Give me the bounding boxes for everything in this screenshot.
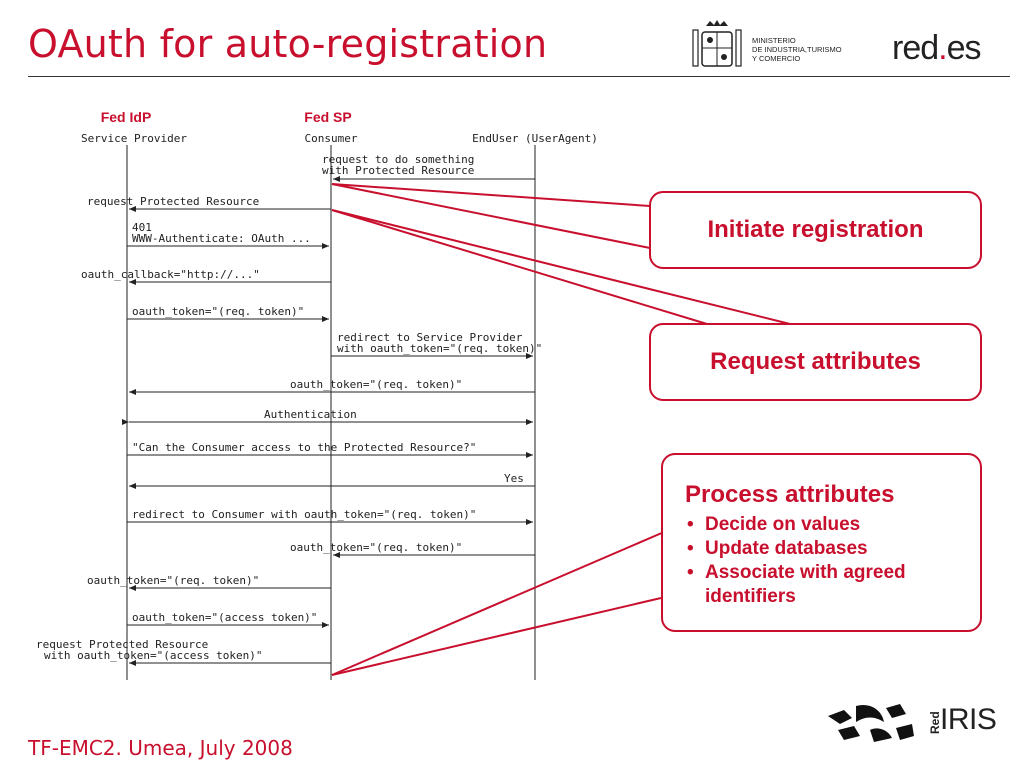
message-yes bbox=[129, 472, 535, 486]
message-label: redirect to Service Provider bbox=[337, 331, 523, 344]
message-label: request Protected Resource bbox=[87, 195, 260, 208]
message-label: Authentication bbox=[264, 408, 357, 421]
message-redirect-to-consumer bbox=[127, 508, 533, 522]
lane-header-consumer: Consumer bbox=[304, 132, 358, 145]
message-label: oauth_token="(access token)" bbox=[132, 611, 318, 624]
message-req-token-3 bbox=[290, 541, 535, 555]
redes-logo-prefix: red bbox=[892, 29, 939, 67]
rediris-emblem-icon bbox=[826, 700, 916, 746]
ministry-line-3: Y COMERCIO bbox=[752, 54, 801, 63]
message-label: request Protected Resource bbox=[36, 638, 209, 651]
connector-initiate-bottom bbox=[332, 184, 650, 248]
callout-process-item: • Update databases bbox=[685, 537, 966, 561]
message-req-token-4 bbox=[87, 574, 331, 588]
callout-process-item: • Decide on values bbox=[685, 513, 966, 537]
lane-header-enduser: EndUser (UserAgent) bbox=[472, 132, 598, 145]
message-oauth-callback bbox=[81, 268, 331, 282]
role-fed-sp: Fed SP bbox=[304, 109, 352, 125]
message-request-protected-resource bbox=[87, 195, 331, 209]
callout-initiate-registration bbox=[649, 191, 982, 269]
message-401 bbox=[127, 221, 329, 246]
redes-logo-suffix: es bbox=[946, 29, 981, 67]
callout-initiate-label: Initiate registration bbox=[707, 216, 924, 243]
message-label: request to do something bbox=[322, 153, 475, 166]
message-label: oauth_token="(req. token)" bbox=[132, 305, 305, 318]
ministry-line-1: MINISTERIO bbox=[752, 36, 796, 45]
ministry-line-2: DE INDUSTRIA,TURISMO bbox=[752, 45, 842, 54]
message-label: oauth_token="(req. token)" bbox=[290, 378, 463, 391]
message-label: with oauth_token="(req. token)" bbox=[337, 342, 543, 355]
lane-header-service-provider: Service Provider bbox=[81, 132, 187, 145]
callout-process-title: Process attributes bbox=[685, 481, 895, 508]
message-req-token-2 bbox=[129, 378, 535, 392]
role-fed-idp: Fed IdP bbox=[100, 109, 152, 125]
callout-process-attributes bbox=[661, 453, 982, 632]
message-req-token-1 bbox=[127, 305, 329, 319]
message-request-with-access-token bbox=[36, 638, 331, 663]
message-label: 401 bbox=[132, 221, 152, 234]
message-label: Yes bbox=[504, 472, 524, 485]
message-label: oauth_token="(req. token)" bbox=[87, 574, 260, 587]
rediris-logo-iris: IRIS bbox=[940, 703, 997, 736]
callout-request-label: Request attributes bbox=[710, 348, 921, 375]
message-label: "Can the Consumer access to the Protected Resource?" bbox=[132, 441, 477, 454]
slide-footer: TF-EMC2. Umea, July 2008 bbox=[28, 736, 293, 760]
message-authentication bbox=[129, 408, 533, 422]
callout-process-list bbox=[685, 513, 966, 609]
redes-logo-dot: . bbox=[938, 29, 947, 67]
message-label: redirect to Consumer with oauth_token="(req. token)" bbox=[132, 508, 477, 521]
message-redirect-to-sp bbox=[331, 331, 542, 356]
message-can-consumer-access bbox=[127, 441, 533, 455]
callout-process-item: • Associate with agreed identifiers bbox=[685, 561, 966, 609]
message-label: oauth_token="(req. token)" bbox=[290, 541, 463, 554]
callout-request-attributes bbox=[649, 323, 982, 401]
message-label: with Protected Resource bbox=[322, 164, 475, 177]
message-label: WWW-Authenticate: OAuth ... bbox=[132, 232, 311, 245]
connector-initiate-top bbox=[332, 184, 650, 206]
message-request-something bbox=[322, 153, 535, 179]
message-access-token bbox=[127, 611, 329, 625]
rediris-logo-red: Red bbox=[928, 711, 942, 734]
connector-process-bottom bbox=[332, 598, 661, 675]
message-label: oauth_callback="http://..." bbox=[81, 268, 260, 281]
slide-title: OAuth for auto-registration bbox=[28, 22, 548, 66]
message-label: with oauth_token="(access token)" bbox=[44, 649, 263, 662]
